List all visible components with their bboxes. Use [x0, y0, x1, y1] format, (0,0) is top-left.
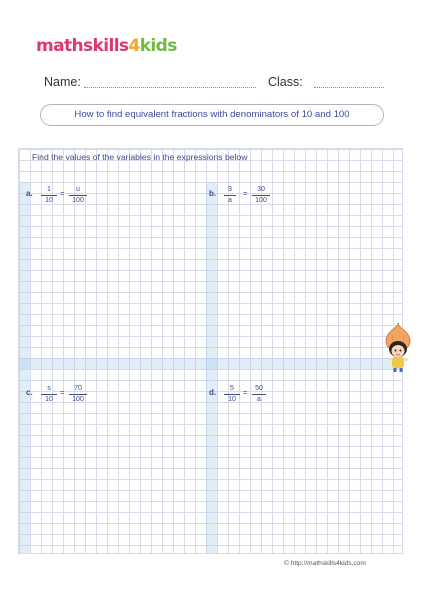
numerator: 30 — [252, 186, 270, 196]
numerator: 3 — [224, 186, 236, 196]
numerator: 5 — [224, 385, 240, 395]
numerator: u — [69, 186, 87, 196]
logo-text-math: mathskills — [36, 36, 129, 56]
logo-text-kids: kids — [139, 36, 177, 56]
highlight-row — [19, 358, 402, 369]
fraction-right — [69, 186, 87, 205]
fraction-right — [252, 186, 270, 205]
class-line — [314, 87, 384, 88]
equals-sign: = — [243, 189, 248, 198]
denominator: 100 — [72, 396, 84, 403]
site-logo — [36, 33, 176, 59]
denominator: 100 — [255, 197, 267, 204]
problem-letter: b. — [209, 189, 217, 198]
class-label: Class: — [268, 75, 303, 89]
denominator: 10 — [228, 396, 236, 403]
problem-c — [26, 385, 116, 407]
numerator: 1 — [41, 186, 57, 196]
problem-letter: a. — [26, 189, 33, 198]
denominator: 100 — [72, 197, 84, 204]
mascot-girl-illustration — [380, 323, 416, 373]
logo-text-four: 4 — [128, 36, 140, 56]
instruction-text: Find the values of the variables in the expressions below — [32, 152, 248, 162]
grid-paper — [18, 148, 403, 554]
denominator: 10 — [45, 396, 53, 403]
denominator: a — [228, 197, 232, 204]
name-line — [84, 87, 256, 88]
fraction-left — [224, 385, 240, 404]
name-label: Name: — [44, 75, 81, 89]
fraction-right — [252, 385, 266, 404]
problem-d — [209, 385, 299, 407]
fraction-left — [41, 385, 57, 404]
footer-copyright: © http://mathskills4kids.com — [284, 560, 366, 567]
problem-a — [26, 186, 116, 208]
problem-letter: d. — [209, 388, 217, 397]
numerator: 70 — [69, 385, 87, 395]
numerator: s — [41, 385, 57, 395]
problem-b — [209, 186, 299, 208]
problem-letter: c. — [26, 388, 33, 397]
fraction-left — [41, 186, 57, 205]
denominator: 10 — [45, 197, 53, 204]
worksheet-title: How to find equivalent fractions with denominators of 10 and 100 — [40, 104, 384, 126]
name-class-row — [44, 75, 389, 91]
equals-sign: = — [60, 388, 65, 397]
numerator: 50 — [252, 385, 266, 395]
denominator: a — [257, 396, 261, 403]
equals-sign: = — [243, 388, 248, 397]
logo-text — [36, 36, 177, 56]
equals-sign: = — [60, 189, 65, 198]
fraction-right — [69, 385, 87, 404]
fraction-left — [224, 186, 236, 205]
